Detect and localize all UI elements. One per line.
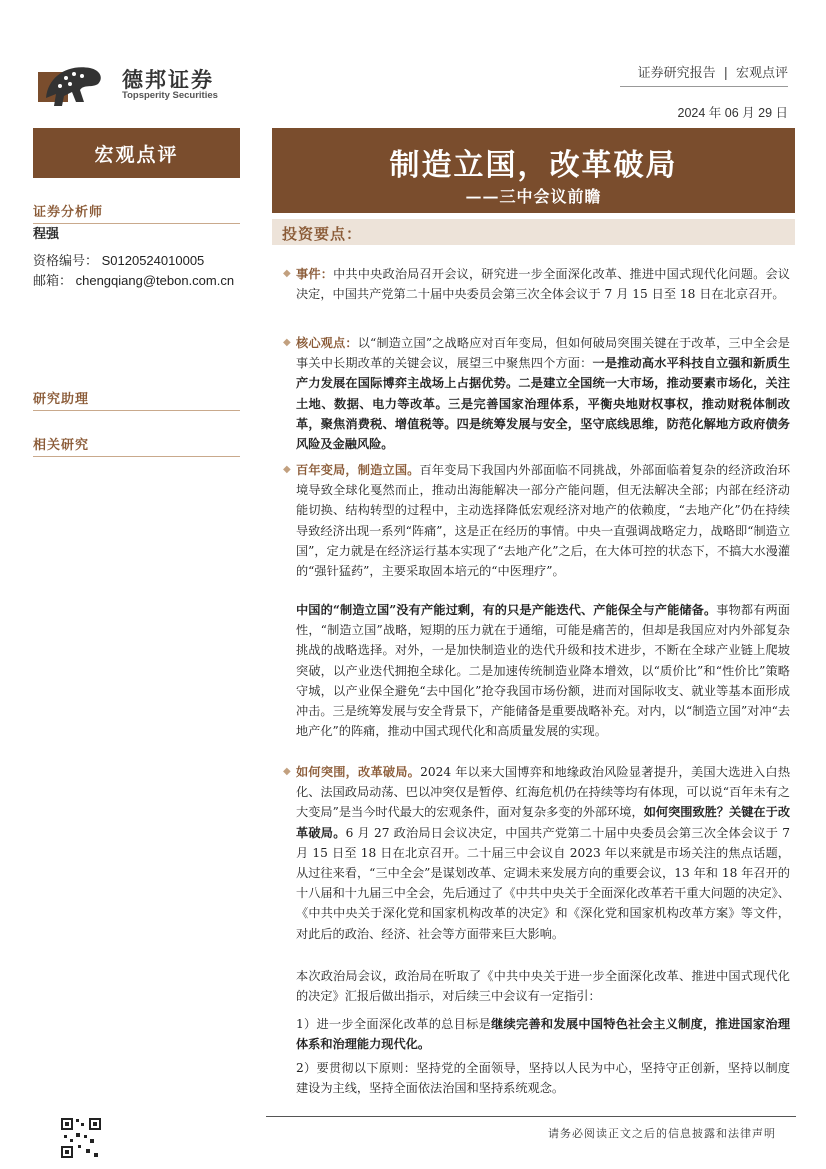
analyst-label: 证券分析师 [33, 201, 240, 224]
paragraph-reform [283, 762, 791, 944]
brand-name-cn: 德邦证券 [122, 68, 214, 92]
paragraph-event [283, 264, 790, 304]
bullet-icon: ◆ [283, 464, 291, 475]
paragraph-text: 以“制造立国”之战略应对百年变局，但如何破局突围关键在于改革，三中全会是事关中长期改革的关键会议，展望三中聚焦四个方面： [296, 336, 790, 371]
qr-code-icon [60, 1117, 102, 1159]
paragraph-goal [296, 1014, 790, 1054]
analyst-name: 程强 [33, 227, 60, 242]
paragraph-heading: 百年变局，制造立国。 [296, 463, 420, 477]
title-banner [272, 128, 795, 213]
paragraph-heading: 事件： [296, 267, 334, 281]
paragraph-text: 1）进一步全面深化改革的总目标是 [296, 1017, 492, 1031]
paragraph-manufacturing [296, 600, 790, 741]
paragraph-bold-text: 如何突围致胜？关键在于改革破局。 [296, 805, 791, 840]
bullet-icon: ◆ [283, 766, 291, 777]
paragraph-bold-text: 一是推动高水平科技自立强和新质生产力发展在国际博弈主战场上占据优势。二是建立全国统一大市场，推动要素市场化，关注土地、数据、电力等改革。三是完善国家治理体系，平衡央地财权事权，推动财税体制改革，聚焦消费税、增值税等。四是统筹发展与安全，坚守底线思维，防范化解地方政府债务风险及金融风险。 [296, 356, 790, 452]
analyst-license: 资格编号： S0120524010005 [33, 253, 205, 268]
header-divider [620, 86, 788, 87]
paragraph-century-change [283, 460, 791, 581]
bullet-icon: ◆ [283, 268, 291, 279]
company-logo [38, 58, 110, 116]
paragraph-text: 2）要贯彻以下原则：坚持党的全面领导，坚持以人民为中心，坚持守正创新，坚持以制度建设为主线，坚持全面依法治国和坚持系统观念。 [296, 1061, 790, 1096]
paragraph-text: 事物都有两面性，“制造立国”战略，短期的压力就在于通缩，可能是痛苦的，但却是我国应对内外部复杂挑战的战略选择。对外，一是加快制造业的迭代升级和技术进步，不断在全球产业链上爬坡突破，以产业迭代拥抱全球化。二是加速传统制造业降本增效，以“质价比”和“性价比”策略守城，以产业保全避免“去中国化”抢夺我国市场份额，进而对国际收支、就业等基本面形成冲击。三是统筹发展与安全背景下，产能储备是重要战略补充。对内，以“制造立国”对冲“去地产化”的阵痛，推动中国式现代化和高质量发展的实现。 [296, 603, 791, 739]
paragraph-bold-text: 继续完善和发展中国特色社会主义制度，推进国家治理体系和治理能力现代化。 [296, 1017, 791, 1052]
paragraph-text-2: 6 月 27 政治局日会议决定，中国共产党第二十届中央委员会第三次全体会议于 7 月 15 日至 18 日在北京召开。二十届三中会议自 2023 年以来就是市场关注的焦点话题，从过往来看，“三中全会”是谋划改革、定调未来发展方向的重要会议，13 年和 18 年召开的十八届和十九届三中全会，先后通过了《中共中央关于全面深化改革若干重大问题的决定》、《中共中央关于深化党和国家机构改革的决定》和《深化党和国家机构改革方案》等文件，对此后的政治、经济、社会等方面带来巨大影响。 [296, 825, 790, 941]
brand-name-en: Topsperity Securities [122, 90, 218, 101]
paragraph-text: 2024 年以来大国博弈和地缘政治风险显著提升，美国大选进入白热化、法国政局动荡、巴以冲突仅是暂停、红海危机仍在持续等均有体现，可以说“百年未有之大变局”是当今时代最大的宏观条件，面对复杂多变的外部环境， [296, 765, 791, 820]
report-date: 2024 年 06 月 29 日 [677, 106, 788, 120]
investment-points-label: 投资要点： [282, 225, 363, 243]
bullet-icon: ◆ [283, 337, 291, 348]
report-subtitle: ——三中会议前瞻 [465, 187, 602, 206]
report-title: 制造立国，改革破局 [389, 148, 678, 183]
paragraph-text: 本次政治局会议，政治局在听取了《中共中央关于进一步全面深化改革、推进中国式现代化的决定》汇报后做出指示，对后续三中会议有一定指引： [296, 969, 790, 1004]
report-kind: 证券研究报告 [637, 66, 716, 81]
footer-divider [266, 1116, 796, 1117]
sidebar-heading: 宏观点评 [33, 128, 240, 178]
footer-disclaimer: 请务必阅读正文之后的信息披露和法律声明 [548, 1127, 776, 1140]
paragraph-bold-text: 中国的“制造立国”没有产能过剩，有的只是产能迭代、产能保全与产能储备。 [296, 603, 717, 617]
investment-points-bar [272, 219, 795, 245]
report-type: 证券研究报告 | 宏观点评 [637, 66, 788, 81]
paragraph-heading: 如何突围，改革破局。 [296, 765, 421, 779]
paragraph-text: 百年变局下我国内外部面临不同挑战，外部面临着复杂的经济政治环境导致全球化戛然而止，推动出海能解决一部分产能问题，但无法解决全部；内部在经济动能切换、结构转型的过程中，主动选择降低宏观经济对地产的依赖度，“去地产化”仍在持续导致经济出现一系列“阵痛”，这是正在经历的事情。中央一直强调战略定力，战略即“制造立国”，定力就是在经济运行基本实现了“去地产化”之后，在大体可控的状态下，不搞大水漫灌的“强针猛药”，主要采取固本培元的“中医理疗”。 [296, 463, 791, 579]
paragraph-heading: 核心观点： [296, 336, 358, 350]
paragraph-principles [296, 1058, 790, 1098]
paragraph-text: 中共中央政治局召开会议，研究进一步全面深化改革、推进中国式现代化问题。会议决定，中国共产党第二十届中央委员会第三次全体会议于 7 月 15 日至 18 日在北京召开。 [296, 267, 790, 302]
report-category: 宏观点评 [735, 66, 788, 81]
related-research-label: 相关研究 [33, 434, 240, 457]
analyst-email: 邮箱： chengqiang@tebon.com.cn [33, 273, 235, 288]
paragraph-politburo [296, 966, 790, 1006]
paragraph-core-view [283, 333, 790, 454]
assistant-label: 研究助理 [33, 388, 240, 411]
